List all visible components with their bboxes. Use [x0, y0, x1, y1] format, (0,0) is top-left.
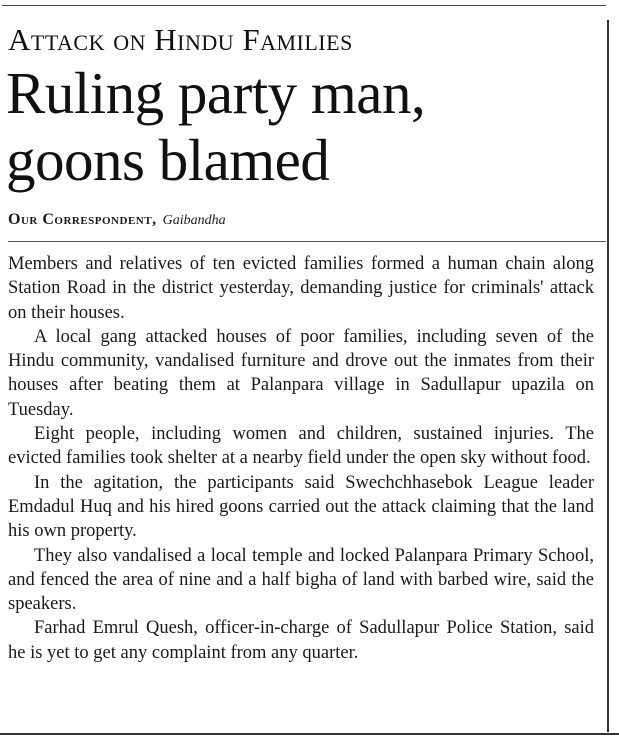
paragraph-3: Eight people, including women and children, sustained injuries. The evicted families took shelter at a nearby field under the open sky without food. [8, 424, 594, 469]
column-rule [607, 20, 609, 732]
byline-place: Gaibandha [162, 213, 226, 228]
kicker: Attack on Hindu Families [8, 22, 353, 57]
headline-line-2: goons blamed [6, 127, 330, 193]
paragraph-5: They also vandalised a local temple and locked Palanpara Primary School, and fenced the area of nine and a half bigha of land with barbed wire, said the speakers. [8, 545, 594, 615]
article-body [8, 252, 594, 665]
byline-rule [8, 241, 606, 242]
paragraph-1: Members and relatives of ten evicted families formed a human chain along Station Road in the district yesterday, demanding justice for criminals' attack on their houses. [8, 254, 594, 323]
byline-author: Our Correspondent, [8, 211, 157, 228]
paragraph-6: Farhad Emrul Quesh, officer-in-charge of Sadullapur Police Station, said he is yet to get any complaint from any quarter. [8, 618, 594, 663]
paragraph-4: In the agitation, the participants said Swechchhasebok League leader Emdadul Huq and his hired goons carried out the attack claiming that the land his own property. [8, 472, 594, 542]
headline-line-1: Ruling party man, [6, 60, 426, 126]
headline [6, 60, 425, 194]
bottom-rule [0, 733, 619, 735]
byline [8, 209, 226, 232]
paragraph-2: A local gang attacked houses of poor families, including seven of the Hindu community, vandalised furniture and drove out the inmates from their houses after beating them at Palanpara village in Sadullapur upazila on Tuesday. [8, 326, 594, 420]
top-rule [2, 5, 606, 6]
